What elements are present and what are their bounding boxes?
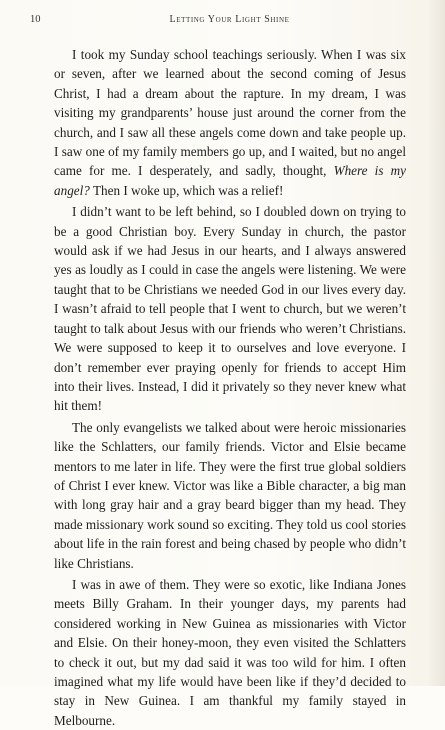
paragraph-italic-text: Where is my angel?	[54, 163, 406, 198]
paragraph-text: The only evangelists we talked about were heroic missionaries like the Schlatters, our family friends. Victor and Elsie became mentors to me later in life. They were the first true global soldiers of Christ I ever knew. Victor was like a Bible character, a big man with long gray hair and a gray beard bigger than my head. They made missionary work sound so exciting. They told us cool stories about life in the rain forest and being chased by people who didn’t like Christians.	[54, 419, 406, 571]
paragraph-text: Then I woke up, which was a relief!	[89, 182, 284, 198]
page-edge-shadow	[427, 0, 445, 686]
paragraph-1	[54, 45, 406, 200]
paragraph-4	[54, 575, 406, 730]
body-text	[54, 45, 406, 730]
page-number: 10	[30, 14, 41, 25]
page-header	[30, 14, 429, 28]
paragraph-3	[54, 418, 406, 573]
paragraph-text: I took my Sunday school teachings seriously. When I was six or seven, after we learned about the second coming of Jesus Christ, I had a dream about the rapture. In my dream, I was visiting my grandparents’ house just around the corner from the church, and I saw all these angels come down and take people up. I saw one of my family members go up, and I waited, but no angel came for me. I desperately, and sadly, thought,	[54, 47, 406, 179]
paragraph-2	[54, 202, 406, 415]
paragraph-text: I was in awe of them. They were so exotic, like Indiana Jones meets Billy Graham. In their younger days, my parents had considered working in New Guinea as missionaries with Victor and Elsie. On their honey-moon, they even visited the Schlatters to check it out, but my dad said it was too wild for him. I often imagined what my life would have been like if they’d decided to stay in New Guinea. I am thankful my family stayed in Melbourne.	[54, 576, 406, 728]
running-head: Letting Your Light Shine	[169, 14, 290, 25]
paragraph-text: I didn’t want to be left behind, so I doubled down on trying to be a good Christian boy. Every Sunday in church, the pastor would ask if we had Jesus in our hearts, and I always answered yes as loudly as I could in case the angels were listening. We were taught that to be Christians we needed God in our lives every day. I wasn’t afraid to tell people that I went to church, but we weren’t taught to talk about Jesus with our friends who weren’t Christians. We were supposed to keep it to ourselves and love everyone. I don’t remember ever praying openly for friends to accept Him into their lives. Instead, I did it privately so they never knew what hit them!	[54, 204, 406, 414]
